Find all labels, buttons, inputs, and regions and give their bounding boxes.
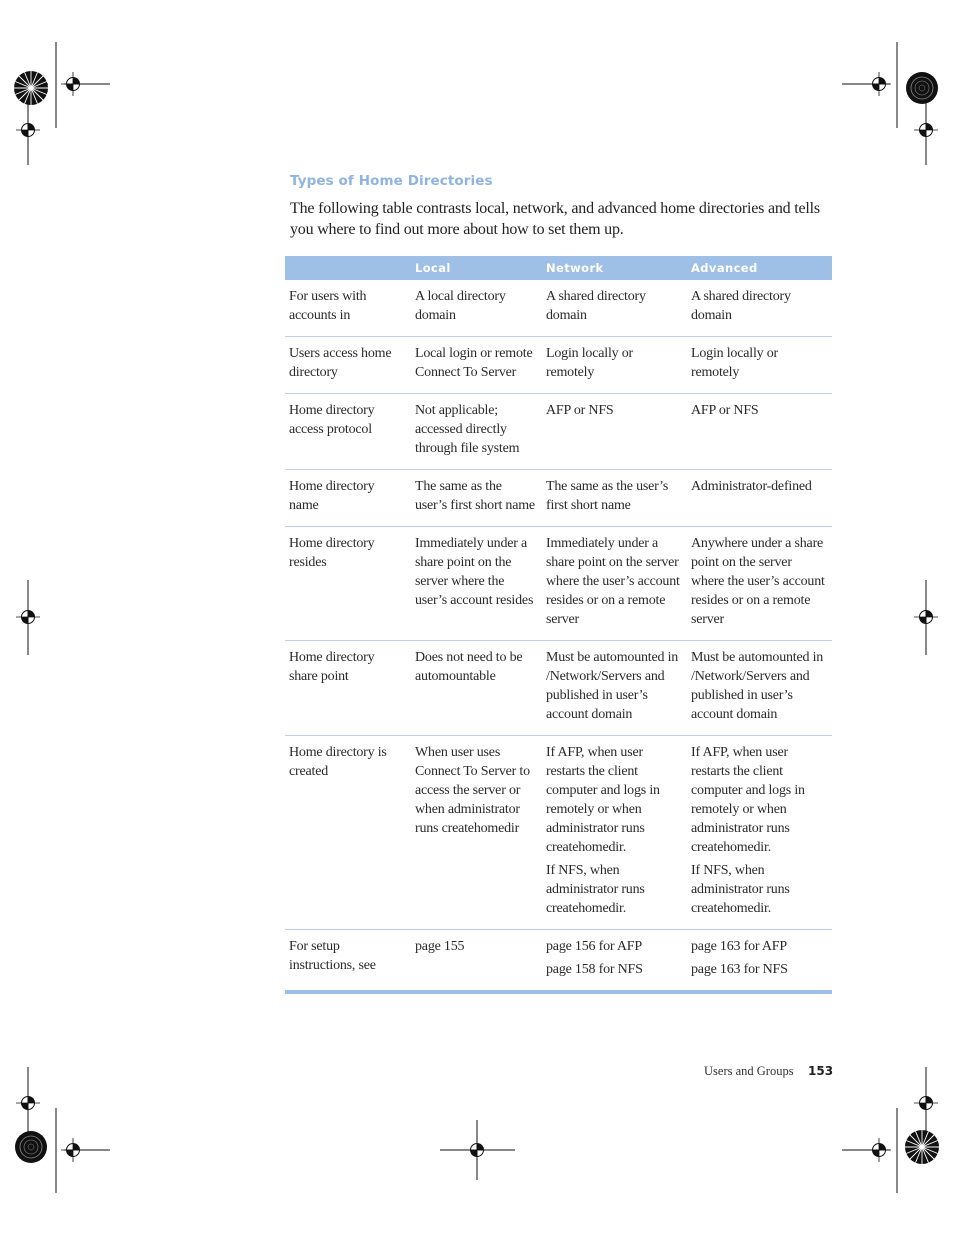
cell-text: Not applicable; accessed directly through file system xyxy=(415,403,520,456)
cell-text: Does not need to be automountable xyxy=(415,650,523,684)
advanced-cell xyxy=(687,337,832,394)
table-row xyxy=(285,470,832,527)
header-local: Local xyxy=(411,256,542,280)
cell-text: A shared directory domain xyxy=(691,289,791,323)
advanced-cell xyxy=(687,736,832,930)
table-row xyxy=(285,930,832,993)
header-blank xyxy=(285,256,411,280)
cell-text: If AFP, when user restarts the client computer and logs in remotely or when administrator runs createhomedir. xyxy=(546,745,660,855)
row-label: Users access home directory xyxy=(285,337,411,394)
local-cell xyxy=(411,337,542,394)
table-header-row xyxy=(285,256,832,280)
network-cell xyxy=(542,470,687,527)
cell-text: AFP or NFS xyxy=(691,403,759,418)
row-label: Home directory is created xyxy=(285,736,411,930)
row-label: For users with accounts in xyxy=(285,280,411,337)
cell-text: page 158 for NFS xyxy=(546,962,643,977)
footer-chapter: Users and Groups xyxy=(704,1064,794,1078)
cell-text: The same as the user’s first short name xyxy=(546,479,669,513)
network-cell xyxy=(542,641,687,736)
cell-text: Anywhere under a share point on the server where the user’s account resides or on a remote server xyxy=(691,536,825,627)
advanced-cell xyxy=(687,527,832,641)
cell-text: If NFS, when administrator runs createhomedir. xyxy=(546,863,645,916)
local-cell xyxy=(411,930,542,993)
local-cell xyxy=(411,736,542,930)
table-row xyxy=(285,527,832,641)
cell-text: A shared directory domain xyxy=(546,289,646,323)
home-directory-table xyxy=(285,256,832,994)
row-label: Home directory name xyxy=(285,470,411,527)
cell-text: Must be automounted in /Network/Servers and published in user’s account domain xyxy=(546,650,679,722)
row-label: Home directory access protocol xyxy=(285,394,411,470)
advanced-cell xyxy=(687,930,832,993)
cell-text: A local directory domain xyxy=(415,289,506,323)
header-advanced: Advanced xyxy=(687,256,832,280)
table-row xyxy=(285,641,832,736)
network-cell xyxy=(542,337,687,394)
cell-text: When user uses Connect To Server to access the server or when administrator runs createhomedir xyxy=(415,745,530,836)
network-cell xyxy=(542,394,687,470)
cell-text: page 163 for NFS xyxy=(691,962,788,977)
local-cell xyxy=(411,394,542,470)
intro-paragraph: The following table contrasts local, network, and advanced home directories and tells you where to find out more about how to set them up. xyxy=(290,200,820,238)
advanced-cell xyxy=(687,394,832,470)
row-label: For setup instructions, see xyxy=(285,930,411,993)
cell-text: Login locally or remotely xyxy=(691,346,779,380)
local-cell xyxy=(411,527,542,641)
cell-text: Administrator-defined xyxy=(691,479,812,494)
cell-text: Must be automounted in /Network/Servers and published in user’s account domain xyxy=(691,650,824,722)
page-number: 153 xyxy=(808,1064,834,1078)
cell-text: Immediately under a share point on the server where the user’s account resides or on a remote server xyxy=(546,536,680,627)
row-label: Home directory share point xyxy=(285,641,411,736)
advanced-cell xyxy=(687,641,832,736)
cell-text: AFP or NFS xyxy=(546,403,614,418)
advanced-cell xyxy=(687,280,832,337)
cell-text: Local login or remote Connect To Server xyxy=(415,346,533,380)
cell-text: If NFS, when administrator runs createhomedir. xyxy=(691,863,790,916)
network-cell xyxy=(542,280,687,337)
local-cell xyxy=(411,280,542,337)
cell-text: The same as the user’s first short name xyxy=(415,479,535,513)
section-title: Types of Home Directories xyxy=(290,173,493,189)
cell-text: Login locally or remotely xyxy=(546,346,634,380)
table-row xyxy=(285,280,832,337)
row-label: Home directory resides xyxy=(285,527,411,641)
network-cell xyxy=(542,527,687,641)
cell-text: If AFP, when user restarts the client computer and logs in remotely or when administrator runs createhomedir. xyxy=(691,745,805,855)
cell-text: page 163 for AFP xyxy=(691,939,787,954)
cell-text: page 155 xyxy=(415,939,465,954)
table-row xyxy=(285,736,832,930)
cell-text: page 156 for AFP xyxy=(546,939,642,954)
local-cell xyxy=(411,470,542,527)
table-row xyxy=(285,337,832,394)
header-network: Network xyxy=(542,256,687,280)
advanced-cell xyxy=(687,470,832,527)
network-cell xyxy=(542,736,687,930)
network-cell xyxy=(542,930,687,993)
cell-text: Immediately under a share point on the server where the user’s account resides xyxy=(415,536,534,608)
local-cell xyxy=(411,641,542,736)
table-row xyxy=(285,394,832,470)
